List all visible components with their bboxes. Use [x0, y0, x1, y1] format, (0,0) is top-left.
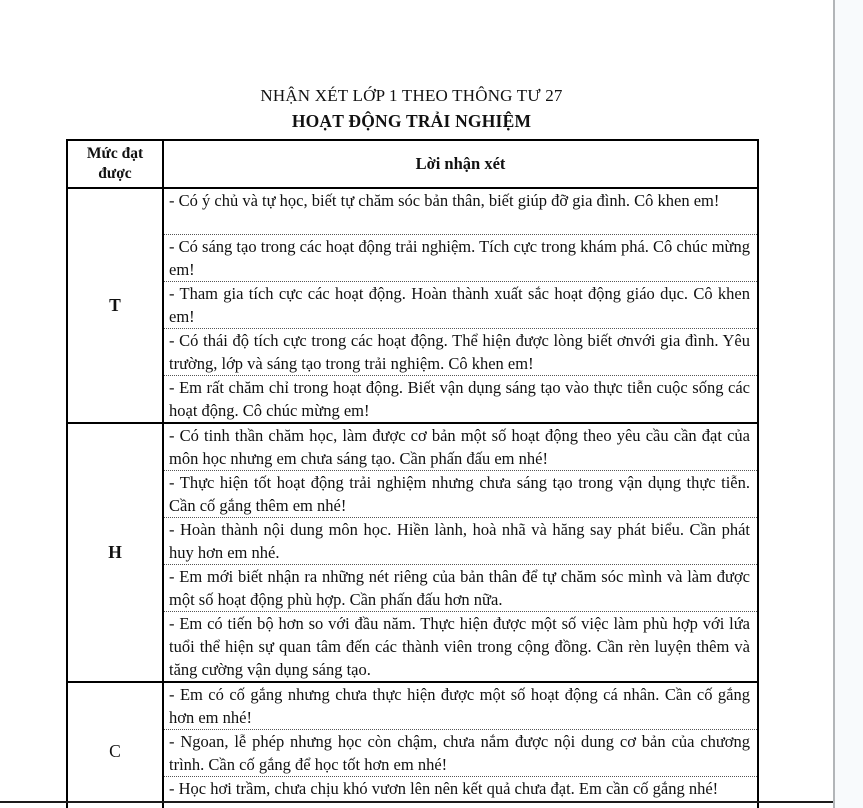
- comment-cell: - Có tinh thần chăm học, làm được cơ bản một số hoạt động theo yêu cầu cần đạt của môn học nhưng em chưa sáng tạo. Cần phấn đấu em nhé!: [163, 423, 758, 471]
- comment-cell: - Ngoan, lễ phép nhưng học còn chậm, chưa nắm được nội dung cơ bản của chương trình. Cần cố gắng để học tốt hơn em nhé!: [163, 729, 758, 776]
- table-row: [67, 423, 758, 471]
- table-row: [67, 564, 758, 611]
- table-row: [67, 328, 758, 375]
- document-title: NHẬN XÉT LỚP 1 THEO THÔNG TƯ 27: [260, 86, 563, 105]
- table-row: [67, 281, 758, 328]
- document-subtitle: HOẠT ĐỘNG TRẢI NGHIỆM: [291, 111, 532, 131]
- comment-cell: - Tham gia tích cực các hoạt động. Hoàn thành xuất sắc hoạt động giáo dục. Cô khen em!: [163, 281, 758, 328]
- comment-cell: - Em rất chăm chỉ trong hoạt động. Biết vận dụng sáng tạo vào thực tiễn cuộc sống các hoạt động. Cô chúc mừng em!: [163, 375, 758, 423]
- table-row: [67, 729, 758, 776]
- level-cell: C: [67, 682, 163, 808]
- table-row: [67, 776, 758, 808]
- comment-cell: - Có sáng tạo trong các hoạt động trải nghiệm. Tích cực trong khám phá. Cô chúc mừng em!: [163, 234, 758, 281]
- comment-cell: - Thực hiện tốt hoạt động trải nghiệm nhưng chưa sáng tạo trong vận dụng thực tiễn. Cần cố gắng thêm em nhé!: [163, 470, 758, 517]
- header-comment-cell: Lời nhận xét: [163, 140, 758, 188]
- assessment-table: [66, 139, 759, 808]
- comment-cell: - Học hơi trầm, chưa chịu khó vươn lên nên kết quả chưa đạt. Em cần cố gắng nhé!: [163, 776, 758, 808]
- table-row: [67, 234, 758, 281]
- comment-cell: - Hoàn thành nội dung môn học. Hiền lành, hoà nhã và hăng say phát biểu. Cần phát huy hơn em nhé.: [163, 517, 758, 564]
- table-row: [67, 682, 758, 730]
- page-break-line: [0, 801, 833, 803]
- document-content: [66, 0, 757, 808]
- table-row: [67, 188, 758, 234]
- comment-cell: - Có thái độ tích cực trong các hoạt động. Thể hiện được lòng biết ơnvới gia đình. Yêu trường, lớp và sáng tạo trong trải nghiệm. Cô khen em!: [163, 328, 758, 375]
- level-cell: H: [67, 423, 163, 682]
- table-row: [67, 517, 758, 564]
- level-cell: T: [67, 188, 163, 423]
- table-header-row: [67, 140, 758, 188]
- table-row: [67, 470, 758, 517]
- comment-cell: - Em mới biết nhận ra những nét riêng của bản thân để tự chăm sóc mình và làm được một số hoạt động phù hợp. Cần phấn đấu hơn nữa.: [163, 564, 758, 611]
- header-level-cell: Mức đạt được: [67, 140, 163, 188]
- comment-cell: - Có ý chủ và tự học, biết tự chăm sóc bản thân, biết giúp đỡ gia đình. Cô khen em!: [163, 188, 758, 234]
- viewer-right-margin: [833, 0, 863, 808]
- table-row: [67, 375, 758, 423]
- comment-cell: - Em có tiến bộ hơn so với đầu năm. Thực hiện được một số việc làm phù hợp với lứa tuổi thể hiện sự quan tâm đến các thành viên trong cộng đồng. Cần rèn luyện thêm và tăng cường vận dụng sáng tạo.: [163, 611, 758, 682]
- table-row: [67, 611, 758, 682]
- comment-cell: - Em có cố gắng nhưng chưa thực hiện được một số hoạt động cá nhân. Cần cố gắng hơn em nhé!: [163, 682, 758, 730]
